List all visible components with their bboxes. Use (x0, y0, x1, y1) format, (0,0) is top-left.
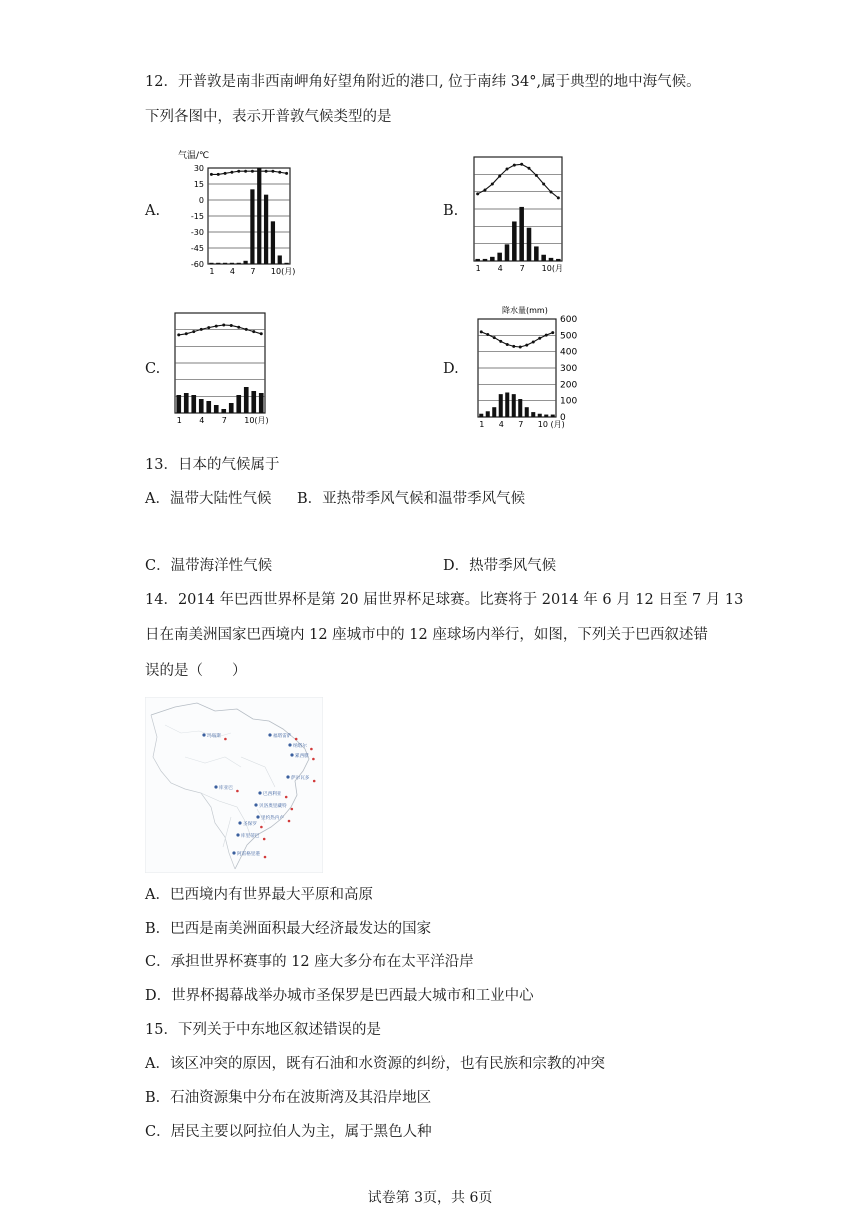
temperature-point (480, 330, 483, 333)
x-tick-label: 4 (199, 416, 205, 425)
temperature-point (252, 330, 255, 333)
city-label: 纳塔尔 (293, 744, 307, 749)
precip-bar (244, 387, 249, 413)
temperature-point (244, 170, 247, 173)
temperature-point (200, 328, 203, 331)
precip-bar (483, 259, 488, 261)
precip-bar (531, 412, 535, 417)
y-tick-label: -30 (190, 228, 204, 237)
precip-bar (499, 394, 503, 417)
stadium-dot (288, 820, 291, 823)
temperature-point (222, 324, 225, 327)
precip-bar (264, 195, 268, 264)
precip-bar (236, 395, 241, 413)
temperature-point (217, 173, 220, 176)
temperature-point (258, 170, 261, 173)
precip-bar (271, 221, 275, 264)
q14-option-b[interactable]: B．巴西是南美洲面积最大经济最发达的国家 (145, 921, 432, 937)
climate-chart-b (466, 152, 576, 277)
precip-bar (544, 415, 548, 417)
y-tick-label: 300 (560, 364, 578, 374)
x-tick-label: 7 (519, 264, 525, 273)
precip-bar (214, 405, 219, 413)
temperature-point (230, 324, 233, 327)
x-tick-label: 10(月) (270, 267, 296, 276)
precip-bar (278, 255, 282, 264)
y-tick-label: 400 (560, 347, 578, 358)
temperature-point (550, 190, 553, 193)
y-tick-label: 15 (193, 180, 204, 189)
city-dot (256, 815, 259, 818)
stadium-dot (263, 838, 266, 841)
precip-bar (191, 395, 196, 413)
city-dot (288, 743, 291, 746)
climate-chart-c (170, 308, 275, 426)
temperature-point (513, 164, 516, 167)
precip-bar (176, 395, 181, 413)
x-tick-label: 7 (518, 420, 524, 429)
temperature-point (177, 333, 180, 336)
stadium-dot (224, 738, 227, 741)
brazil-map (145, 697, 323, 873)
chart-d-title: 降水量(mm) (502, 306, 548, 315)
q13-option-c[interactable]: C．温带海洋性气候 (145, 558, 273, 574)
y-tick-label: 30 (193, 164, 204, 173)
temperature-line (481, 332, 553, 347)
temperature-point (506, 343, 509, 346)
x-tick-label: 10(月) (244, 416, 269, 425)
q15-option-b[interactable]: B．石油资源集中分布在波斯湾及其沿岸地区 (145, 1090, 432, 1106)
temperature-line (478, 164, 559, 198)
city-dot (232, 851, 235, 854)
city-dot (286, 775, 289, 778)
q13-option-d[interactable]: D．热带季风气候 (443, 558, 557, 574)
temperature-point (506, 168, 509, 171)
city-dot (258, 791, 261, 794)
temperature-point (519, 345, 522, 348)
temperature-point (215, 325, 218, 328)
q12-stem-line1: 12．开普敦是南非西南岬角好望角附近的港口, 位于南纬 34°,属于典型的地中海气候。 (145, 74, 701, 90)
precip-bar (475, 259, 480, 261)
temperature-point (237, 326, 240, 329)
precip-bar (216, 263, 220, 264)
city-label: 阿雷格里港 (237, 852, 260, 857)
temperature-point (491, 183, 494, 186)
precip-bar (505, 244, 510, 261)
stadium-dot (236, 790, 239, 793)
q14-stem-line3: 误的是（ ） (145, 663, 247, 679)
temperature-point (551, 331, 554, 334)
precip-bar (250, 189, 254, 264)
temperature-point (486, 333, 489, 336)
temperature-point (545, 334, 548, 337)
city-dot (236, 833, 239, 836)
temperature-point (528, 167, 531, 170)
q15-stem: 15．下列关于中东地区叙述错误的是 (145, 1022, 381, 1038)
page-footer: 试卷第 3页，共 6页 (367, 1190, 493, 1206)
city-label: 库里蒂巴 (241, 834, 260, 839)
x-tick-label: 10 (月) (537, 420, 565, 429)
temperature-line (211, 171, 286, 174)
q13-option-a[interactable]: A．温带大陆性气候 (145, 491, 272, 507)
precip-bar (490, 257, 495, 261)
city-label: 圣保罗 (243, 822, 257, 827)
precip-bar (538, 414, 542, 417)
q13-stem: 13．日本的气候属于 (145, 457, 280, 473)
precip-bar (486, 411, 490, 417)
x-tick-label: 7 (250, 267, 256, 276)
q13-option-b[interactable]: B．亚热带季风气候和温带季风气候 (297, 491, 526, 507)
y-tick-label: -60 (190, 260, 204, 269)
stadium-dot (312, 758, 315, 761)
climate-chart-a (170, 148, 300, 278)
temperature-point (525, 344, 528, 347)
precip-bar (284, 263, 288, 264)
city-dot (290, 753, 293, 756)
city-label: 库亚巴 (219, 786, 233, 791)
temperature-point (542, 183, 545, 186)
precip-bar (551, 415, 555, 417)
x-tick-label: 4 (229, 267, 236, 276)
precip-bar (221, 409, 226, 413)
q12-option-b-label[interactable]: B. (443, 203, 459, 219)
precip-bar (541, 255, 546, 261)
q12-option-c-label[interactable]: C. (145, 361, 161, 377)
precip-bar (243, 261, 247, 264)
temperature-point (532, 340, 535, 343)
y-tick-label: 200 (560, 380, 578, 391)
y-tick-label: 100 (560, 396, 578, 407)
city-dot (238, 821, 241, 824)
city-label: 玛瑙斯 (207, 734, 221, 739)
q14-stem-line1: 14．2014 年巴西世界杯是第 20 届世界杯足球赛。比赛将于 2014 年 6 月 12 日至 7 月 13 (145, 592, 744, 608)
temperature-point (265, 170, 268, 173)
temperature-point (260, 332, 263, 335)
temperature-point (245, 328, 248, 331)
q14-stem-line2: 日在南美洲国家巴西境内 12 座城市中的 12 座球场内举行，如图，下列关于巴西叙述错 (145, 627, 708, 643)
temperature-point (557, 196, 560, 199)
city-label: 萨尔瓦多 (291, 776, 310, 781)
temperature-point (230, 171, 233, 174)
precip-bar (527, 228, 532, 261)
temperature-point (484, 188, 487, 191)
precip-bar (492, 407, 496, 417)
precip-bar (549, 258, 554, 261)
temperature-point (237, 170, 240, 173)
precip-bar (259, 393, 264, 413)
temperature-point (498, 175, 501, 178)
stadium-dot (295, 738, 298, 741)
y-tick-label: -45 (190, 244, 204, 253)
stadium-dot (291, 808, 294, 811)
temperature-point (278, 171, 281, 174)
y-tick-label: 500 (560, 331, 578, 342)
temperature-point (538, 337, 541, 340)
precip-bar (525, 407, 529, 417)
y-tick-label: -15 (190, 212, 204, 221)
precip-bar (209, 263, 213, 264)
city-label: 里约热内卢 (261, 816, 284, 821)
q15-option-a[interactable]: A．该区冲突的原因，既有石油和水资源的纠纷，也有民族和宗教的冲突 (145, 1056, 605, 1072)
precip-bar (229, 403, 234, 413)
precip-bar (230, 263, 234, 264)
q14-option-d[interactable]: D．世界杯揭幕战举办城市圣保罗是巴西最大城市和工业中心 (145, 988, 534, 1004)
x-tick-label: 10(月 (541, 264, 563, 273)
precip-bar (479, 414, 483, 417)
chart-a-title: 气温/℃ (178, 151, 210, 161)
temperature-point (210, 173, 213, 176)
stadium-dot (260, 826, 263, 829)
city-dot (214, 785, 217, 788)
x-tick-label: 4 (498, 420, 504, 429)
q12-stem-line2: 下列各图中，表示开普敦气候类型的是 (145, 109, 392, 125)
x-tick-label: 1 (176, 416, 182, 425)
temperature-point (192, 330, 195, 333)
precip-bar (556, 259, 561, 261)
precip-bar (518, 399, 522, 417)
y-tick-label: 0 (560, 413, 566, 423)
temperature-point (512, 345, 515, 348)
temperature-point (499, 340, 502, 343)
q12-option-d-label[interactable]: D. (443, 361, 459, 377)
precip-bar (206, 401, 211, 413)
precip-bar (512, 221, 517, 261)
precip-bar (184, 393, 189, 413)
city-dot (254, 803, 257, 806)
precip-bar (512, 394, 516, 417)
precip-bar (534, 246, 539, 261)
city-label: 贝洛奥里藏特 (259, 804, 287, 809)
precip-bar (257, 168, 261, 264)
x-tick-label: 4 (497, 264, 503, 273)
x-tick-label: 1 (209, 267, 215, 276)
climate-chart-d (472, 305, 584, 435)
y-tick-label: 0 (198, 196, 204, 205)
q14-option-a[interactable]: A．巴西境内有世界最大平原和高原 (145, 887, 373, 903)
precip-bar (199, 399, 204, 413)
temperature-point (493, 336, 496, 339)
precip-bar (223, 263, 227, 264)
stadium-dot (264, 856, 267, 859)
precip-bar (505, 393, 509, 418)
q15-option-c[interactable]: C．居民主要以阿拉伯人为主，属于黑色人种 (145, 1124, 432, 1140)
q12-option-a-label[interactable]: A. (145, 203, 161, 219)
temperature-point (271, 170, 274, 173)
precip-bar (251, 391, 256, 413)
city-label: 累西腓 (295, 754, 309, 759)
x-tick-label: 7 (221, 416, 227, 425)
y-tick-label: 600 (560, 315, 578, 325)
temperature-point (535, 174, 538, 177)
temperature-point (185, 332, 188, 335)
stadium-dot (313, 780, 316, 783)
precip-bar (519, 207, 524, 261)
temperature-point (285, 172, 288, 175)
city-dot (268, 733, 271, 736)
temperature-point (476, 192, 479, 195)
stadium-dot (285, 796, 288, 799)
precip-bar (497, 253, 502, 261)
x-tick-label: 1 (475, 264, 481, 273)
temperature-point (224, 172, 227, 175)
city-label: 巴西利亚 (263, 792, 282, 797)
x-tick-label: 1 (479, 420, 485, 429)
city-label: 福塔雷萨 (273, 734, 292, 739)
precip-bar (237, 263, 241, 264)
city-dot (202, 733, 205, 736)
stadium-dot (310, 748, 313, 751)
temperature-point (520, 163, 523, 166)
q14-option-c[interactable]: C．承担世界杯赛事的 12 座大多分布在太平洋沿岸 (145, 954, 474, 970)
temperature-point (207, 326, 210, 329)
temperature-point (251, 170, 254, 173)
